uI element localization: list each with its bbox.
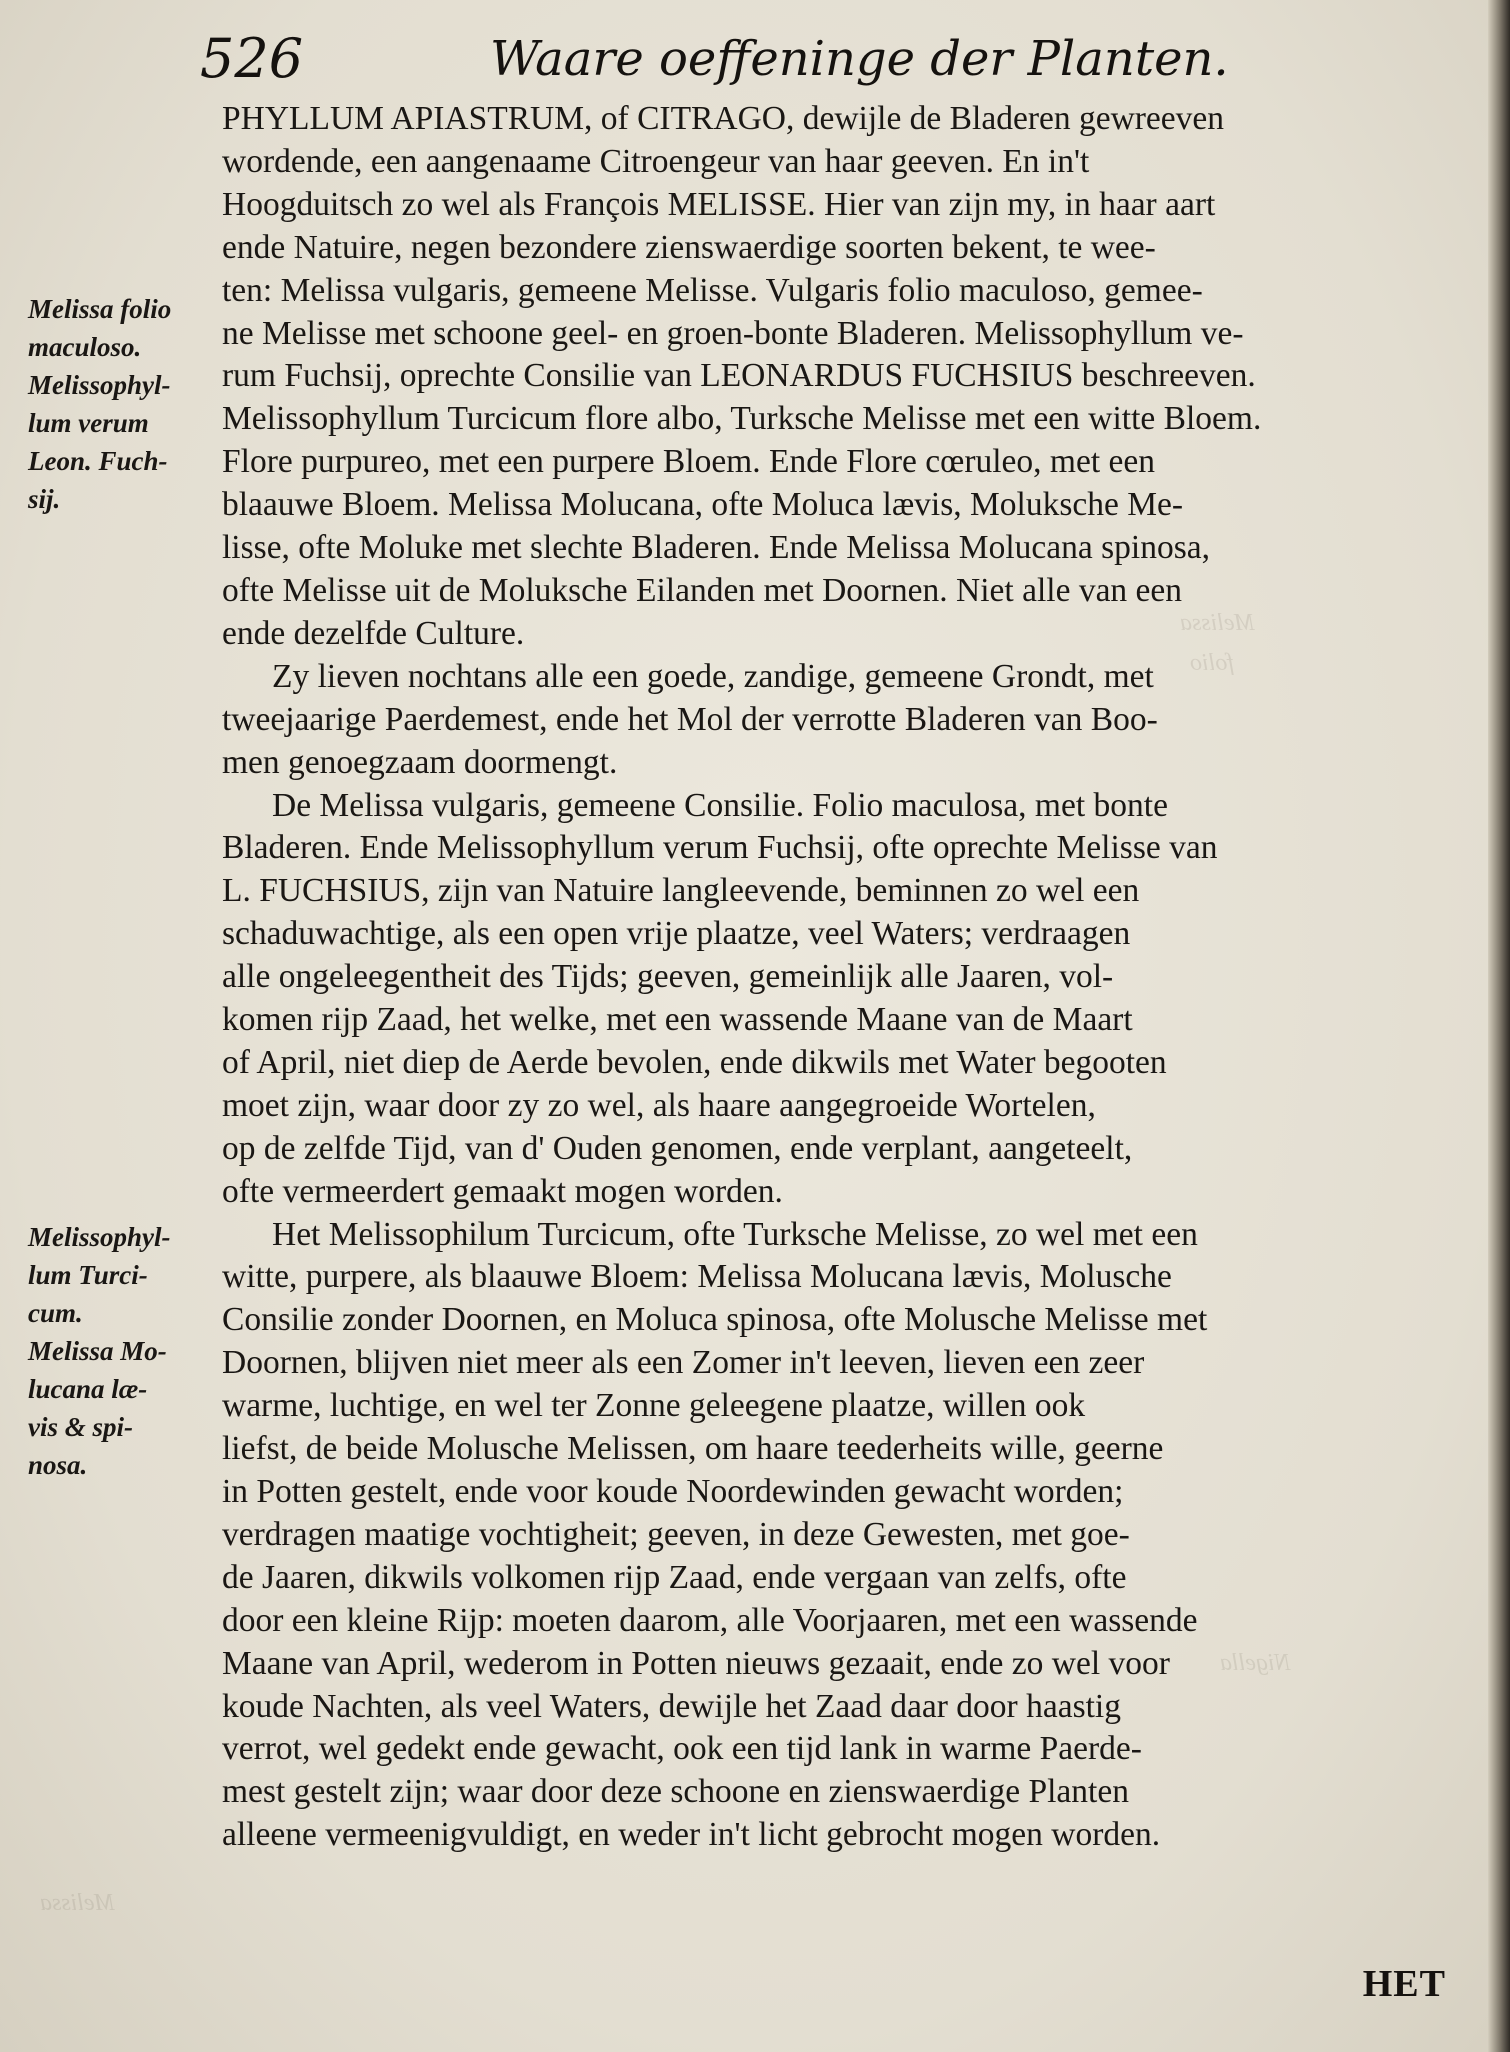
text-line: moet zijn, waar door zy zo wel, als haare aangegroeide Wortelen, xyxy=(222,1086,1096,1124)
margin-note-line: lum Turci- xyxy=(28,1260,148,1290)
text-line: door een kleine Rijp: moeten daarom, alle Voorjaaren, met een wassende xyxy=(222,1601,1198,1639)
text-line: de Jaaren, dikwils volkomen rijp Zaad, ende vergaan van zelfs, ofte xyxy=(222,1558,1127,1596)
margin-note-line: maculoso. xyxy=(28,332,142,362)
margin-note-line: Melissa Mo- xyxy=(28,1336,167,1366)
margin-note-line: Melissa folio xyxy=(28,294,172,324)
text-line: komen rijp Zaad, het welke, met een wassende Maane van de Maart xyxy=(222,1001,1133,1039)
text-line: PHYLLUM APIASTRUM, of CITRAGO, dewijle de Bladeren gewreeven xyxy=(222,100,1225,137)
text-line: tweejaarige Paerdemest, ende het Mol der verrotte Bladeren van Boo- xyxy=(222,700,1158,738)
text-line: alle ongeleegentheit des Tijds; geeven, gemeinlijk alle Jaaren, vol- xyxy=(222,958,1114,996)
paragraph xyxy=(222,785,1470,1214)
show-through-text: folio xyxy=(1190,650,1235,676)
text-line: lisse, ofte Moluke met slechte Bladeren. Ende Melissa Molucana spinosa, xyxy=(222,529,1211,567)
paragraph xyxy=(222,98,1470,656)
text-line: rum Fuchsij, oprechte Consilie van LEONARDUS FUCHSIUS beschreeven. xyxy=(222,357,1256,395)
margin-note-line: cum. xyxy=(28,1298,83,1328)
show-through-text: Nigella xyxy=(1220,1650,1291,1676)
text-line: ende Natuire, negen bezondere zienswaerdige soorten bekent, te wee- xyxy=(222,228,1156,266)
text-line: schaduwachtige, als een open vrije plaatze, veel Waters; verdraagen xyxy=(222,915,1131,953)
text-line: L. FUCHSIUS, zijn van Natuire langleevende, beminnen zo wel een xyxy=(222,872,1140,910)
margin-note-line: lucana læ- xyxy=(28,1374,148,1404)
margin-note-line: sij. xyxy=(28,484,61,514)
show-through-text: Melissa xyxy=(1180,610,1255,636)
text-line: verdragen maatige vochtigheit; geeven, in deze Gewesten, met goe- xyxy=(222,1515,1130,1553)
text-line: Zy lieven nochtans alle een goede, zandige, gemeene Grondt, met xyxy=(272,657,1154,695)
text-line: ende dezelfde Culture. xyxy=(222,614,525,652)
text-line: men genoegzaam doormengt. xyxy=(222,743,618,781)
text-line: ten: Melissa vulgaris, gemeene Melisse. Vulgaris folio maculoso, gemee- xyxy=(222,271,1203,309)
text-line: ofte Melisse uit de Moluksche Eilanden met Doornen. Niet alle van een xyxy=(222,571,1183,609)
book-spine-shadow xyxy=(1488,0,1510,2052)
text-line: witte, purpere, als blaauwe Bloem: Melissa Molucana lævis, Molusche xyxy=(222,1258,1172,1296)
text-line: warme, luchtige, en wel ter Zonne geleegene plaatze, willen ook xyxy=(222,1387,1086,1425)
margin-note-line: Melissophyl- xyxy=(28,370,171,400)
text-line: Maane van April, wederom in Potten nieuws gezaait, ende zo wel voor xyxy=(222,1644,1170,1682)
margin-note-line: nosa. xyxy=(28,1450,88,1480)
text-line: ne Melisse met schoone geel- en groen-bonte Bladeren. Melissophyllum ve- xyxy=(222,314,1244,352)
margin-notes-bottom xyxy=(28,1218,210,1484)
text-line: verrot, wel gedekt ende gewacht, ook een tijd lank in warme Paerde- xyxy=(222,1730,1142,1768)
text-line: Doornen, blijven niet meer als een Zomer in't leeven, lieven een zeer xyxy=(222,1344,1145,1382)
text-line: in Potten gestelt, ende voor koude Noordewinden gewacht worden; xyxy=(222,1473,1124,1510)
text-line: Melissophyllum Turcicum flore albo, Turksche Melisse met een witte Bloem. xyxy=(222,400,1262,438)
paragraph xyxy=(222,1214,1470,1858)
margin-note-line: vis & spi- xyxy=(28,1412,133,1442)
margin-note-line: Melissophyl- xyxy=(28,1222,171,1252)
text-line: Consilie zonder Doornen, en Moluca spinosa, ofte Molusche Melisse met xyxy=(222,1301,1208,1339)
body-text xyxy=(222,98,1470,1857)
text-line: Flore purpureo, met een purpere Bloem. Ende Flore cœruleo, met een xyxy=(222,443,1156,481)
text-line: liefst, de beide Molusche Melissen, om haare teederheits wille, geerne xyxy=(222,1430,1164,1468)
catchword: HET xyxy=(1362,1963,1446,2005)
text-line: ofte vermeerdert gemaakt mogen worden. xyxy=(222,1172,783,1210)
text-line: blaauwe Bloem. Melissa Molucana, ofte Moluca lævis, Moluksche Me- xyxy=(222,486,1184,524)
text-line: of April, niet diep de Aerde bevolen, ende dikwils met Water begooten xyxy=(222,1043,1167,1081)
running-title: Waare oeffeninge der Planten. xyxy=(490,31,1229,87)
text-line: Bladeren. Ende Melissophyllum verum Fuchsij, ofte oprechte Melisse van xyxy=(222,829,1218,867)
page-header xyxy=(200,22,1280,92)
text-line: De Melissa vulgaris, gemeene Consilie. Folio maculosa, met bonte xyxy=(272,786,1168,824)
text-line: Het Melissophilum Turcicum, ofte Turksche Melisse, zo wel met een xyxy=(272,1215,1198,1253)
margin-note-line: lum verum xyxy=(28,408,149,438)
margin-notes-top xyxy=(28,290,210,518)
text-line: Hoogduitsch zo wel als François MELISSE. Hier van zijn my, in haar aart xyxy=(222,185,1216,223)
text-line: alleene vermeenigvuldigt, en weder in't licht gebrocht mogen worden. xyxy=(222,1816,1161,1854)
page-number: 526 xyxy=(200,27,304,90)
text-line: op de zelfde Tijd, van d' Ouden genomen, ende verplant, aangeteelt, xyxy=(222,1129,1133,1167)
text-line: koude Nachten, als veel Waters, dewijle het Zaad daar door haastig xyxy=(222,1687,1121,1725)
text-line: wordende, een aangenaame Citroengeur van haar geeven. En in't xyxy=(222,142,1090,180)
paragraph xyxy=(222,656,1470,785)
text-line: mest gestelt zijn; waar door deze schoone en zienswaerdige Planten xyxy=(222,1773,1129,1811)
show-through-text: Melissa xyxy=(40,1890,115,1916)
margin-note-line: Leon. Fuch- xyxy=(28,446,168,476)
